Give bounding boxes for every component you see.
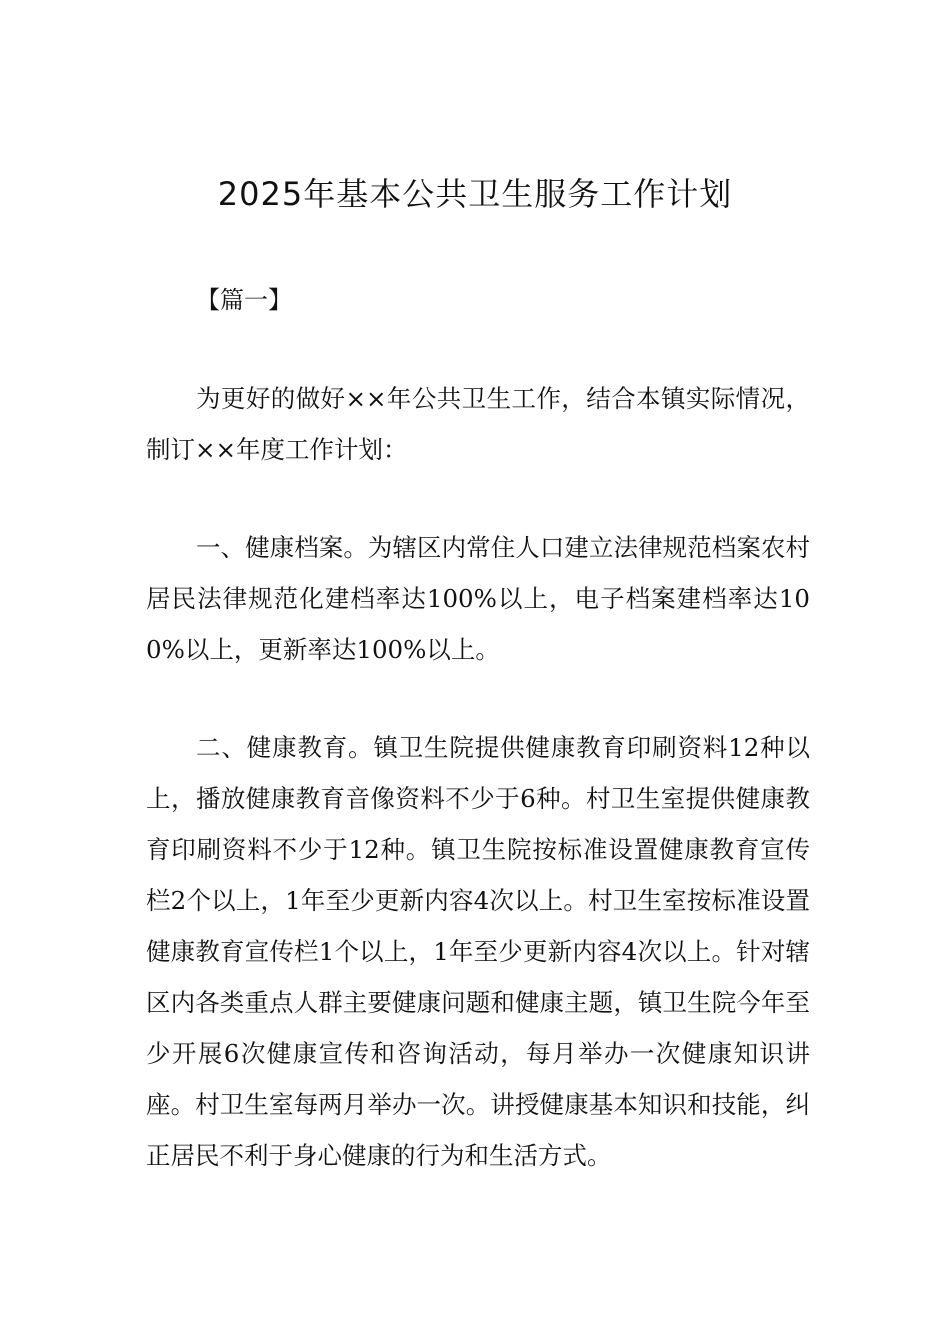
paragraph-health-records: 一、健康档案。为辖区内常住人口建立法律规范档案农村居民法律规范化建档率达100%以上，电子档案建档率达100%以上，更新率达100%以上。 <box>146 533 810 664</box>
section-label: 【篇一】 <box>196 286 292 314</box>
paragraph-intro: 为更好的做好××年公共卫生工作，结合本镇实际情况，制订××年度工作计划： <box>146 384 810 464</box>
paragraph-health-education: 二、健康教育。镇卫生院提供健康教育印刷资料12种以上，播放健康教育音像资料不少于6种。村卫生室提供健康教育印刷资料不少于12种。镇卫生院按标准设置健康教育宣传栏2个以上，1年至少更新内容4次以上。村卫生室按标准设置健康教育宣传栏1个以上，1年至少更新内容4次以上。针对辖区内各类重点人群主要健康问题和健康主题，镇卫生院今年至少开展6次健康宣传和咨询活动，每月举办一次健康知识讲座。村卫生室每两月举办一次。讲授健康基本知识和技能，纠正居民不利于身心健康的行为和生活方式。 <box>146 733 810 1170</box>
document-title: 2025年基本公共卫生服务工作计划 <box>217 175 733 213</box>
